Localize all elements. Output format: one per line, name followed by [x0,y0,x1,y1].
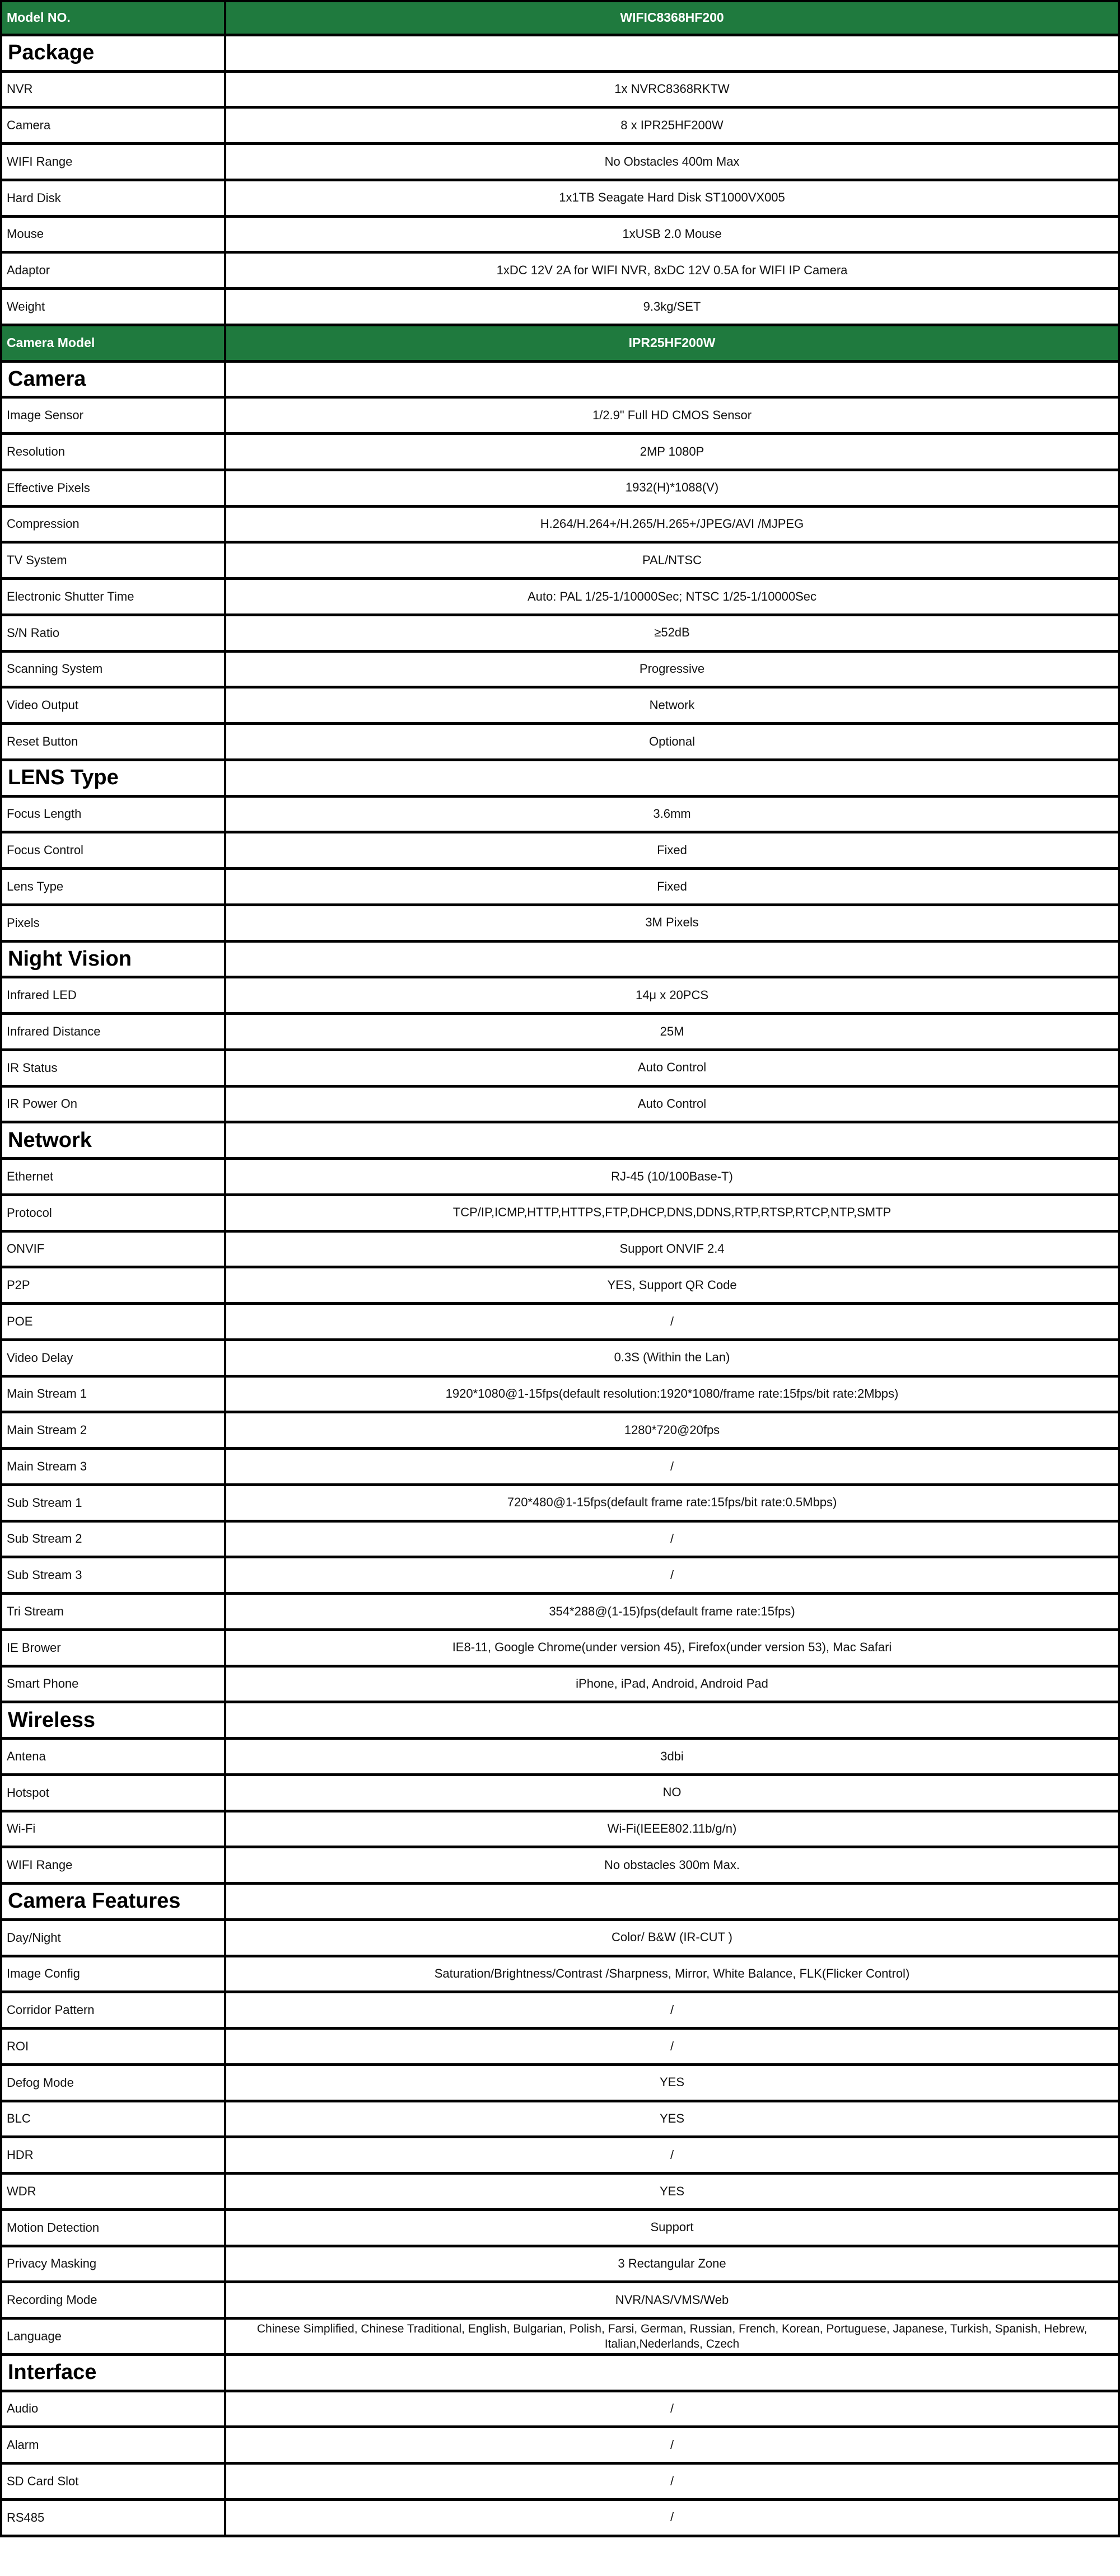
spec-label: IE Brower [0,1631,226,1665]
spec-row [0,1486,1120,1523]
spec-value: WIFIC8368HF200 [226,2,1120,34]
spec-value: / [226,1305,1120,1338]
spec-label: Pixels [0,906,226,940]
spec-label: Infrared LED [0,978,226,1012]
section-title: Interface [0,2356,226,2390]
spec-row [0,1848,1120,1885]
spec-label: Camera [0,109,226,142]
spec-label: Focus Length [0,798,226,831]
spec-value: iPhone, iPad, Android, Android Pad [226,1668,1120,1701]
spec-label: Reset Button [0,725,226,758]
spec-label: Hotspot [0,1776,226,1810]
spec-value: 3M Pixels [226,906,1120,940]
spec-value [226,36,1120,70]
spec-row [0,978,1120,1015]
spec-row [0,1668,1120,1704]
spec-value: No Obstacles 400m Max [226,145,1120,179]
spec-label: Electronic Shutter Time [0,580,226,613]
spec-row [0,2211,1120,2247]
spec-row [0,725,1120,761]
spec-label: Hard Disk [0,181,226,215]
spec-label: Video Delay [0,1341,226,1375]
spec-value: NO [226,1776,1120,1810]
spec-label: Lens Type [0,870,226,903]
spec-value: Network [226,689,1120,722]
spec-value: / [226,2501,1120,2535]
spec-row [0,1957,1120,1994]
spec-value [226,761,1120,795]
spec-label: Wi-Fi [0,1812,226,1846]
section-heading-row [0,363,1120,399]
spec-row [0,471,1120,508]
spec-value: / [226,2138,1120,2172]
spec-label: ONVIF [0,1233,226,1266]
spec-row [0,616,1120,653]
spec-label: IR Status [0,1051,226,1085]
spec-label: Antena [0,1740,226,1773]
spec-label: S/N Ratio [0,616,226,650]
spec-label: POE [0,1305,226,1338]
spec-value: IE8-11, Google Chrome(under version 45), Firefox(under version 53), Mac Safari [226,1631,1120,1665]
spec-value: YES [226,2102,1120,2136]
spec-row [0,1233,1120,1269]
spec-value: YES [226,2066,1120,2100]
spec-value: 1x NVRC8368RKTW [226,73,1120,106]
spec-label: BLC [0,2102,226,2136]
spec-row [0,2428,1120,2465]
spec-label: Audio [0,2392,226,2426]
spec-row [0,181,1120,218]
spec-value: 1280*720@20fps [226,1413,1120,1447]
spec-row [0,1015,1120,1051]
spec-value: Auto Control [226,1088,1120,1121]
spec-value: Support ONVIF 2.4 [226,1233,1120,1266]
spec-label: Main Stream 3 [0,1450,226,1483]
spec-label: Sub Stream 2 [0,1523,226,1556]
spec-row [0,1413,1120,1450]
spec-value: NVR/NAS/VMS/Web [226,2283,1120,2317]
spec-row [0,1558,1120,1595]
spec-label: Defog Mode [0,2066,226,2100]
spec-row [0,73,1120,109]
spec-label: Sub Stream 1 [0,1486,226,1520]
section-heading-row [0,1885,1120,1921]
section-title: Camera [0,363,226,396]
spec-value: 1/2.9" Full HD CMOS Sensor [226,399,1120,432]
spec-value: TCP/IP,ICMP,HTTP,HTTPS,FTP,DHCP,DNS,DDNS,RTP,RTSP,RTCP,NTP,SMTP [226,1196,1120,1230]
spec-label: SD Card Slot [0,2465,226,2498]
spec-value: 2MP 1080P [226,435,1120,469]
spec-row [0,435,1120,471]
spec-label: Motion Detection [0,2211,226,2245]
spec-row [0,2247,1120,2284]
spec-value: 3dbi [226,1740,1120,1773]
spec-value: Saturation/Brightness/Contrast /Sharpness, Mirror, White Balance, FLK(Flicker Control) [226,1957,1120,1991]
spec-label: Weight [0,290,226,324]
spec-row [0,109,1120,145]
spec-label: Language [0,2320,226,2353]
spec-row [0,906,1120,943]
spec-value: / [226,2392,1120,2426]
spec-row [0,2102,1120,2139]
spec-label: Day/Night [0,1921,226,1955]
spec-row [0,2465,1120,2501]
spec-row [0,1341,1120,1378]
section-title: Night Vision [0,943,226,976]
spec-value: Fixed [226,833,1120,867]
spec-label: Protocol [0,1196,226,1230]
spec-label: Image Sensor [0,399,226,432]
spec-value [226,363,1120,396]
spec-value: Fixed [226,870,1120,903]
spec-label: Adaptor [0,254,226,287]
spec-label: Main Stream 2 [0,1413,226,1447]
spec-label: Main Stream 1 [0,1378,226,1411]
spec-value: 9.3kg/SET [226,290,1120,324]
spec-value: 1920*1080@1-15fps(default resolution:1920*1080/frame rate:15fps/bit rate:2Mbps) [226,1378,1120,1411]
spec-row [0,1776,1120,1812]
spec-row [0,870,1120,906]
spec-row [0,254,1120,290]
spec-label: Camera Model [0,326,226,360]
header-row [0,0,1120,36]
spec-value: / [226,1558,1120,1592]
spec-value: Optional [226,725,1120,758]
spec-value: 1932(H)*1088(V) [226,471,1120,505]
spec-value: IPR25HF200W [226,326,1120,360]
spec-row [0,2320,1120,2356]
spec-value: Auto: PAL 1/25-1/10000Sec; NTSC 1/25-1/10000Sec [226,580,1120,613]
spec-row [0,1268,1120,1305]
spec-value: RJ-45 (10/100Base-T) [226,1160,1120,1193]
section-title: Wireless [0,1703,226,1737]
spec-label: Scanning System [0,653,226,686]
spec-row [0,1305,1120,1341]
spec-value: YES, Support QR Code [226,1268,1120,1302]
spec-label: Smart Phone [0,1668,226,1701]
spec-row [0,1450,1120,1486]
spec-value: / [226,2428,1120,2462]
spec-label: Model NO. [0,2,226,34]
spec-row [0,1993,1120,2030]
spec-value: Auto Control [226,1051,1120,1085]
spec-value: 720*480@1-15fps(default frame rate:15fps/bit rate:0.5Mbps) [226,1486,1120,1520]
spec-row [0,653,1120,689]
spec-row [0,290,1120,326]
spec-label: RS485 [0,2501,226,2535]
section-heading-row [0,36,1120,73]
spec-value: 3.6mm [226,798,1120,831]
spec-value: PAL/NTSC [226,544,1120,577]
spec-label: Focus Control [0,833,226,867]
spec-row [0,1378,1120,1414]
spec-value: ≥52dB [226,616,1120,650]
spec-label: Corridor Pattern [0,1993,226,2027]
section-heading-row [0,761,1120,798]
spec-value: No obstacles 300m Max. [226,1848,1120,1882]
spec-row [0,2030,1120,2066]
spec-row [0,1523,1120,1559]
spec-value: 1x1TB Seagate Hard Disk ST1000VX005 [226,181,1120,215]
spec-row [0,1631,1120,1668]
spec-row [0,1595,1120,1631]
spec-row [0,1921,1120,1957]
spec-value [226,1885,1120,1918]
spec-row [0,2138,1120,2175]
spec-label: HDR [0,2138,226,2172]
spec-label: ROI [0,2030,226,2063]
spec-row [0,2392,1120,2429]
spec-value [226,1123,1120,1157]
spec-row [0,145,1120,181]
spec-value [226,943,1120,976]
spec-label: IR Power On [0,1088,226,1121]
spec-label: Mouse [0,218,226,251]
spec-value: 25M [226,1015,1120,1048]
spec-row [0,1812,1120,1849]
spec-label: Privacy Masking [0,2247,226,2281]
spec-label: WDR [0,2175,226,2208]
spec-label: Infrared Distance [0,1015,226,1048]
spec-value: / [226,2030,1120,2063]
spec-value: 14μ x 20PCS [226,978,1120,1012]
section-title: Package [0,36,226,70]
section-heading-row [0,1123,1120,1160]
spec-row [0,1088,1120,1124]
section-title: Network [0,1123,226,1157]
spec-label: WIFI Range [0,1848,226,1882]
spec-label: Image Config [0,1957,226,1991]
spec-label: WIFI Range [0,145,226,179]
spec-value [226,1703,1120,1737]
spec-row [0,2175,1120,2211]
spec-value: 1xDC 12V 2A for WIFI NVR, 8xDC 12V 0.5A for WIFI IP Camera [226,254,1120,287]
spec-row [0,508,1120,544]
spec-label: Video Output [0,689,226,722]
spec-row [0,218,1120,254]
section-heading-row [0,943,1120,979]
spec-label: Compression [0,508,226,541]
spec-label: Ethernet [0,1160,226,1193]
section-title: Camera Features [0,1885,226,1918]
spec-row [0,1160,1120,1196]
spec-value: / [226,1450,1120,1483]
spec-row [0,2066,1120,2102]
spec-row [0,833,1120,870]
spec-value: 0.3S (Within the Lan) [226,1341,1120,1375]
spec-value: / [226,2465,1120,2498]
spec-row [0,580,1120,616]
spec-label: Recording Mode [0,2283,226,2317]
spec-value: Color/ B&W (IR-CUT ) [226,1921,1120,1955]
spec-row [0,798,1120,834]
spec-row [0,2283,1120,2320]
spec-value: / [226,1993,1120,2027]
spec-value: 8 x IPR25HF200W [226,109,1120,142]
section-heading-row [0,1703,1120,1740]
section-title: LENS Type [0,761,226,795]
spec-value: 3 Rectangular Zone [226,2247,1120,2281]
header-row [0,326,1120,363]
spec-label: Resolution [0,435,226,469]
spec-row [0,1051,1120,1088]
spec-label: Alarm [0,2428,226,2462]
spec-label: Effective Pixels [0,471,226,505]
spec-label: P2P [0,1268,226,1302]
spec-row [0,399,1120,435]
spec-value [226,2356,1120,2390]
spec-label: TV System [0,544,226,577]
spec-value: 354*288@(1-15)fps(default frame rate:15fps) [226,1595,1120,1628]
spec-row [0,544,1120,580]
spec-label: Sub Stream 3 [0,1558,226,1592]
spec-value: YES [226,2175,1120,2208]
spec-value: / [226,1523,1120,1556]
spec-value: H.264/H.264+/H.265/H.265+/JPEG/AVI /MJPEG [226,508,1120,541]
spec-row [0,1740,1120,1776]
spec-row [0,1196,1120,1233]
section-heading-row [0,2356,1120,2392]
spec-value: Chinese Simplified, Chinese Traditional, English, Bulgarian, Polish, Farsi, German, Russian, French, Korean, Portuguese, Japanese, Turkish, Spanish, Hebrew, Italian,Nederlands, Czech [226,2320,1120,2353]
spec-row [0,2501,1120,2537]
spec-label: NVR [0,73,226,106]
spec-value: Progressive [226,653,1120,686]
spec-value: 1xUSB 2.0 Mouse [226,218,1120,251]
spec-value: Support [226,2211,1120,2245]
spec-value: Wi-Fi(IEEE802.11b/g/n) [226,1812,1120,1846]
spec-label: Tri Stream [0,1595,226,1628]
spec-row [0,689,1120,725]
